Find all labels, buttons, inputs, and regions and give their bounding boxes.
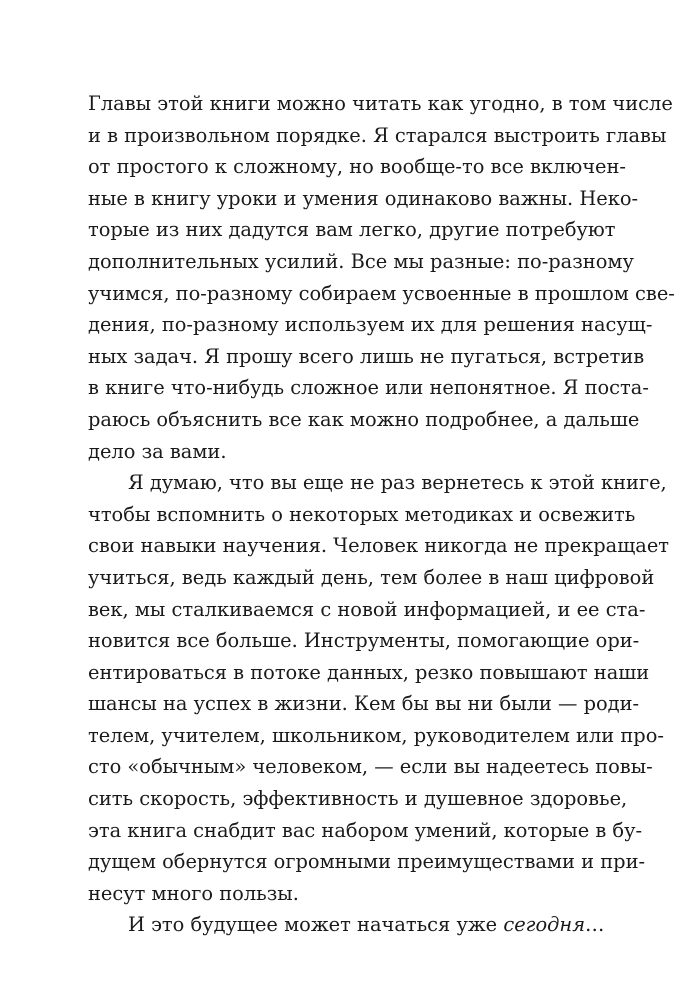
text-line: дело за вами. [88, 439, 227, 463]
paragraph-1 [88, 88, 675, 467]
text-line: торые из них дадутся вам легко, другие потребуют [88, 218, 616, 242]
text-line: ных задач. Я прошу всего лишь не пугаться, встретив [88, 344, 645, 368]
paragraph-3-ellipsis: … [585, 913, 605, 937]
text-line: эта книга снабдит вас набором умений, которые в бу- [88, 818, 643, 842]
text-line: дущем обернутся огромными преимуществами и при- [88, 850, 646, 874]
paragraph-2 [88, 467, 670, 909]
text-line: дополнительных усилий. Все мы разные: по-разному [88, 249, 634, 273]
text-line: раюсь объяснить все как можно подробнее, а дальше [88, 407, 640, 431]
text-line: дения, по-разному используем их для решения насущ- [88, 313, 653, 337]
text-line: чтобы вспомнить о некоторых методиках и освежить [88, 502, 636, 526]
text-line: учимся, по-разному собираем усвоенные в прошлом све- [88, 281, 675, 305]
text-line: сто «обычным» человеком, — если вы надеетесь повы- [88, 755, 653, 779]
paragraph-3-italic-word: сегодня [503, 913, 586, 937]
text-line: свои навыки научения. Человек никогда не прекращает [88, 534, 670, 558]
text-line: Главы этой книги можно читать как угодно, в том числе [88, 92, 673, 115]
paragraph-3 [88, 909, 605, 941]
text-line: несут много пользы. [88, 881, 299, 905]
paragraph-3-text: И это будущее может начаться уже [128, 913, 504, 937]
text-line: шансы на успех в жизни. Кем бы вы ни были — роди- [88, 692, 640, 716]
text-line: ные в книгу уроки и умения одинаково важны. Неко- [88, 186, 639, 210]
text-line: новится все больше. Инструменты, помогающие ори- [88, 629, 640, 653]
text-line: в книге что-нибудь сложное или непонятное. Я поста- [88, 376, 649, 400]
text-line: сить скорость, эффективность и душевное здоровье, [88, 787, 628, 811]
text-line: Я думаю, что вы еще не раз вернетесь к этой книге, [128, 471, 667, 495]
text-line: от простого к сложному, но вообще-то все включен- [88, 155, 626, 179]
text-line: ентироваться в потоке данных, резко повышают наши [88, 660, 650, 684]
text-line: и в произвольном порядке. Я старался выстроить главы [88, 123, 667, 147]
text-line: учиться, ведь каждый день, тем более в наш цифровой [88, 565, 655, 589]
text-line [88, 909, 605, 941]
body-text [88, 88, 675, 941]
text-line: век, мы сталкиваемся с новой информацией, и ее ста- [88, 597, 646, 621]
text-line: телем, учителем, школьником, руководителем или про- [88, 723, 664, 747]
